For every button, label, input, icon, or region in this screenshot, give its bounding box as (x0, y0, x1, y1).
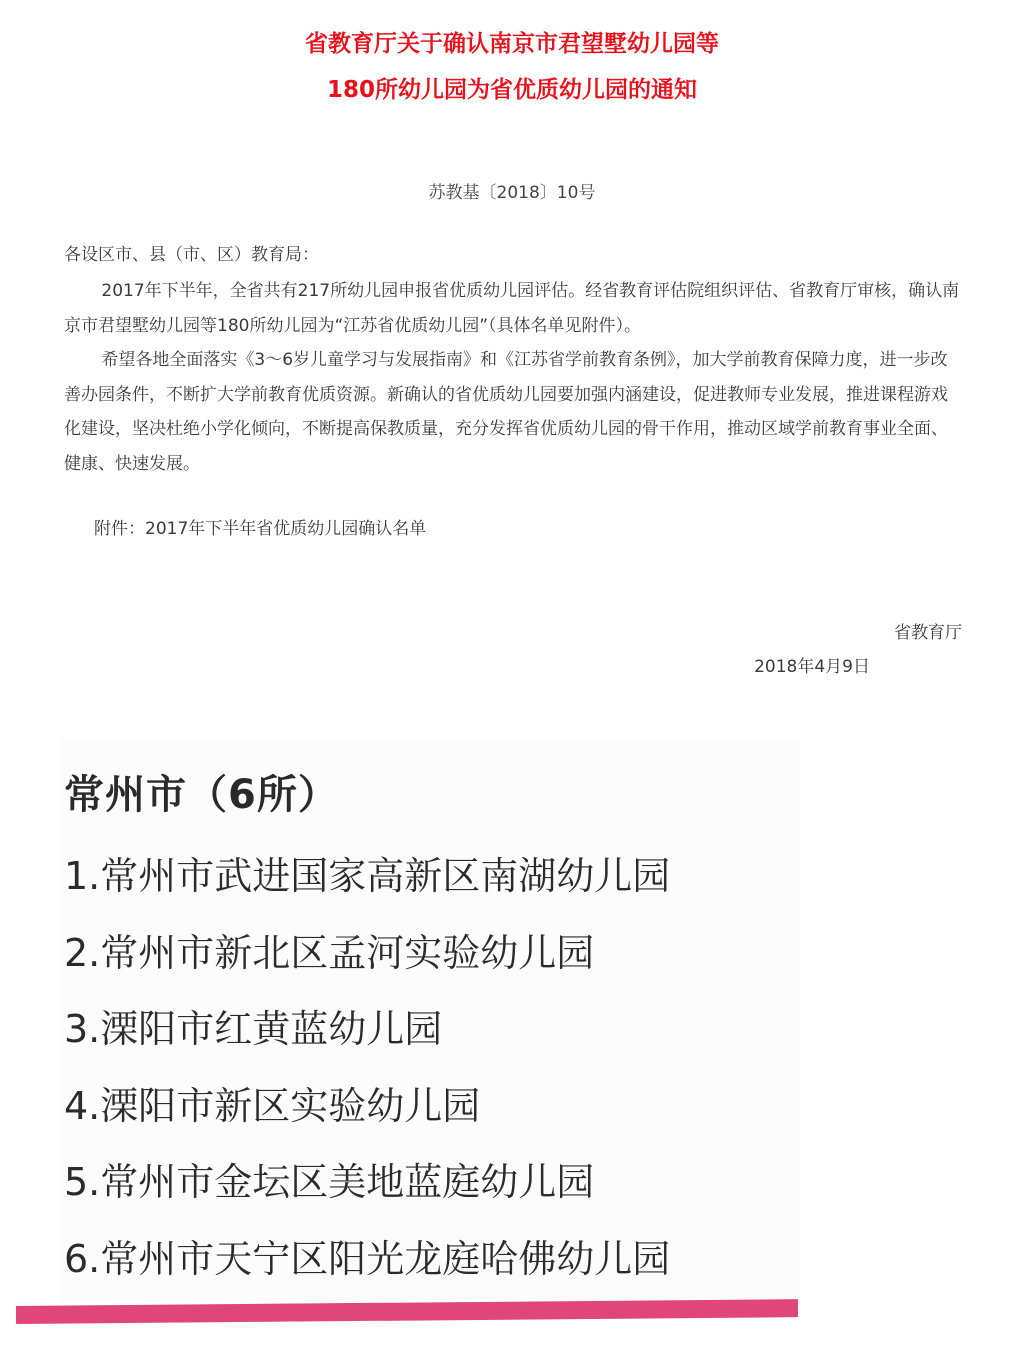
list-item: 1.常州市武进国家高新区南湖幼儿园 (64, 854, 671, 898)
paragraph-2: 希望各地全面落实《3～6岁儿童学习与发展指南》和《江苏省学前教育条例》，加大学前教育保障力度，进一步改善办园条件，不断扩大学前教育优质资源。新确认的省优质幼儿园要加强内涵建设，促进教师专业发展，推进课程游戏化建设，坚决杜绝小学化倾向，不断提高保教质量，充分发挥省优质幼儿园的骨干作用，推动区域学前教育事业全面、健康、快速发展。 (64, 350, 948, 474)
attachment-note: 附件：2017年下半年省优质幼儿园确认名单 (94, 519, 427, 539)
issue-date: 2018年4月9日 (754, 657, 870, 677)
list-item: 2.常州市新北区孟河实验幼儿园 (64, 930, 595, 975)
list-item: 3.溧阳市红黄蓝幼儿园 (64, 1007, 443, 1051)
salutation: 各设区市、县（市、区）教育局： (64, 245, 319, 265)
list-item: 6.常州市天宁区阳光龙庭哈佛幼儿园 (64, 1236, 671, 1281)
document-number: 苏教基〔2018〕10号 (428, 183, 596, 203)
accent-bar (16, 1299, 798, 1324)
list-item: 4.溧阳市新区实验幼儿园 (64, 1083, 481, 1128)
list-item: 5.常州市金坛区美地蓝庭幼儿园 (64, 1160, 595, 1204)
paragraph-1: 2017年下半年，全省共有217所幼儿园申报省优质幼儿园评估。经省教育评估院组织评估、省教育厅审核，确认南京市君望墅幼儿园等180所幼儿园为“江苏省优质幼儿园”（具体名单见附件）。 (64, 281, 960, 336)
notice-title-line-1: 省教育厅关于确认南京市君望墅幼儿园等 (305, 31, 719, 57)
kindergarten-list (64, 838, 670, 1297)
section-heading: 常州市（6所） (64, 772, 339, 818)
notice-title-line-2: 180所幼儿园为省优质幼儿园的通知 (326, 77, 697, 103)
signer: 省教育厅 (894, 623, 962, 643)
